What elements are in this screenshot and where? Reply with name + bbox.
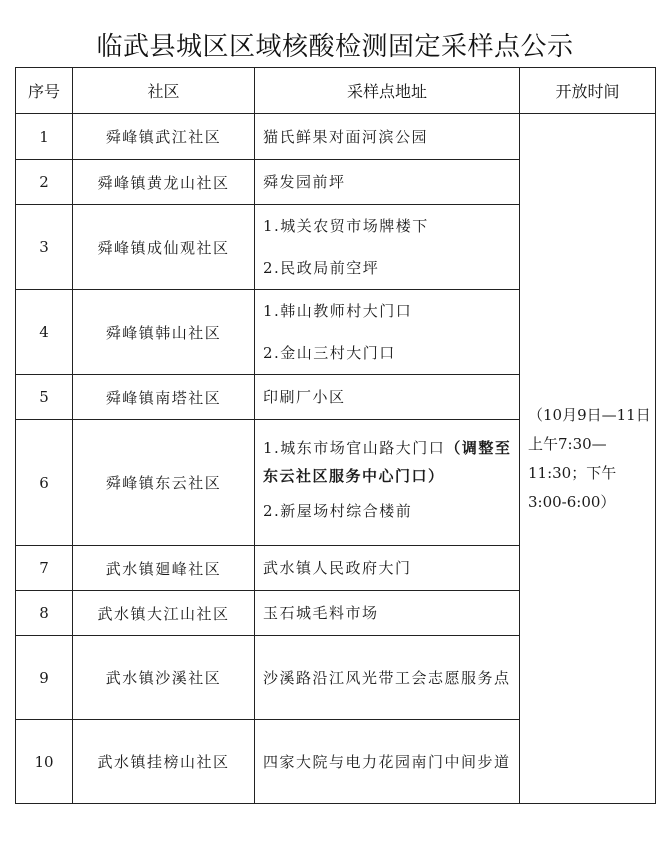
row-address (255, 375, 520, 420)
row-community: 武水镇大江山社区 (73, 591, 255, 636)
page-title: 临武县城区区域核酸检测固定采样点公示 (96, 32, 574, 62)
row-number: 3 (16, 205, 73, 290)
row-community: 武水镇挂榜山社区 (73, 720, 255, 804)
row-address (255, 205, 520, 290)
row-address (255, 114, 520, 160)
row-community: 舜峰镇武江社区 (73, 114, 255, 160)
open-time-text: （10月9日—11日上午7:30—11:30；下午3:00-6:00） (528, 405, 651, 511)
row-community: 武水镇廻峰社区 (73, 546, 255, 591)
address-line: 1.韩山教师村大门口 (263, 302, 413, 320)
address-line: 2.新屋场村综合楼前 (263, 501, 413, 520)
row-number: 7 (16, 546, 73, 591)
header-num: 序号 (16, 68, 73, 114)
address-line: 1.城关农贸市场牌楼下 (263, 217, 429, 235)
row-number: 10 (16, 720, 73, 804)
address-line: 玉石城毛料市场 (263, 604, 379, 622)
header-open-time: 开放时间 (520, 68, 656, 114)
row-number: 1 (16, 114, 73, 160)
row-address (255, 160, 520, 205)
header-community: 社区 (73, 68, 255, 114)
row-number: 2 (16, 160, 73, 205)
row-community: 武水镇沙溪社区 (73, 636, 255, 720)
address-line: 武水镇人民政府大门 (263, 559, 412, 577)
address-line (263, 434, 515, 490)
table-header-row (16, 68, 656, 114)
open-time-cell (520, 114, 656, 804)
row-address (255, 420, 520, 546)
table-row (16, 114, 656, 160)
row-community: 舜峰镇南塔社区 (73, 375, 255, 420)
address-line: 猫氏鲜果对面河滨公园 (263, 127, 429, 146)
row-address (255, 290, 520, 375)
address-line: 2.金山三村大门口 (263, 344, 396, 362)
address-line: 2.民政局前空坪 (263, 259, 380, 277)
row-community: 舜峰镇成仙观社区 (73, 205, 255, 290)
address-line: 沙溪路沿江风光带工会志愿服务点 (263, 668, 511, 687)
address-adjustment-note: （调整至东云社区服务中心门口） (263, 438, 512, 485)
address-line: 四家大院与电力花园南门中间步道 (263, 752, 511, 771)
row-number: 4 (16, 290, 73, 375)
row-address (255, 636, 520, 720)
row-number: 5 (16, 375, 73, 420)
row-address (255, 720, 520, 804)
row-number: 8 (16, 591, 73, 636)
address-line: 舜发园前坪 (263, 173, 346, 191)
address-line: 印刷厂小区 (263, 388, 346, 406)
row-community: 舜峰镇韩山社区 (73, 290, 255, 375)
sampling-sites-table (15, 67, 656, 804)
row-address (255, 546, 520, 591)
row-community: 舜峰镇黄龙山社区 (73, 160, 255, 205)
row-number: 6 (16, 420, 73, 546)
header-address: 采样点地址 (255, 68, 520, 114)
row-community: 舜峰镇东云社区 (73, 420, 255, 546)
row-number: 9 (16, 636, 73, 720)
row-address (255, 591, 520, 636)
address-text: 1.城东市场官山路大门口 (263, 438, 446, 457)
